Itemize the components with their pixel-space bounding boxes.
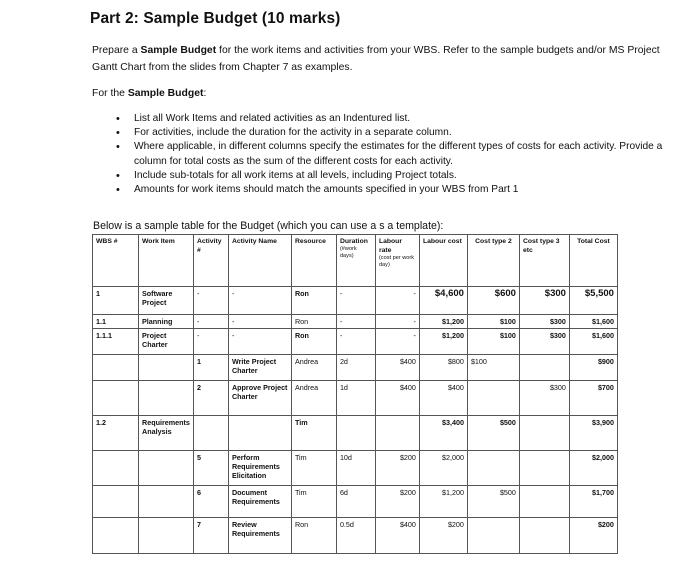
cell-activity-name: - <box>228 329 291 355</box>
cell-cost-type3: $300 <box>519 381 569 416</box>
table-row <box>93 355 618 381</box>
cell-work-item <box>139 451 194 486</box>
list-item <box>92 169 682 183</box>
cell-resource: Tim <box>291 486 336 518</box>
cell-duration: 1d <box>336 381 375 416</box>
cell-duration: 10d <box>336 451 375 486</box>
cell-activity-name: - <box>228 287 291 315</box>
cell-activity-num <box>193 416 228 451</box>
cell-total-cost: $1,600 <box>569 329 617 355</box>
intro-text-post: for the work items and activities from your WBS. Refer to the sample budgets and/or MS Project Gantt Chart from the slides from Chapter 7 as examples. <box>92 45 660 73</box>
cell-duration: 0.5d <box>336 518 375 554</box>
list-item <box>92 183 682 197</box>
cell-labour-rate: - <box>375 315 419 329</box>
cell-labour-cost: $400 <box>419 381 467 416</box>
cell-wbs: 1 <box>93 287 139 315</box>
cell-duration: 6d <box>336 486 375 518</box>
cell-activity-num: 7 <box>193 518 228 554</box>
cell-labour-rate: - <box>375 287 419 315</box>
cell-activity-name: Approve Project Charter <box>228 381 291 416</box>
cell-work-item <box>139 518 194 554</box>
cell-activity-num: 1 <box>193 355 228 381</box>
table-row <box>93 287 618 315</box>
cell-total-cost: $700 <box>569 381 617 416</box>
header-labour-rate-label: Labour rate <box>378 238 402 254</box>
cell-labour-rate: - <box>375 329 419 355</box>
cell-cost-type3 <box>519 416 569 451</box>
cell-wbs: 1.1.1 <box>93 329 139 355</box>
cell-labour-cost: $4,600 <box>419 287 467 315</box>
list-item-text: Where applicable, in different columns specify the estimates for the different types of costs for each activity. Provide a column for total costs as the sum of the different costs for each activity. <box>134 141 663 167</box>
cell-labour-cost: $1,200 <box>419 315 467 329</box>
table-header-row <box>93 235 618 287</box>
cell-labour-rate: $400 <box>375 381 419 416</box>
header-total-cost: Total Cost <box>569 235 617 287</box>
table-row <box>93 315 618 329</box>
cell-resource: Ron <box>291 287 336 315</box>
page-title: Part 2: Sample Budget (10 marks) <box>90 10 341 27</box>
list-item-text: Include sub-totals for all work items at all levels, including Project totals. <box>134 169 457 181</box>
for-label-bold: Sample Budget <box>127 88 204 99</box>
cell-cost-type3: $300 <box>519 315 569 329</box>
cell-resource: Andrea <box>291 355 336 381</box>
cell-work-item <box>139 355 194 381</box>
table-row <box>93 329 618 355</box>
cell-duration: - <box>336 315 375 329</box>
cell-labour-cost: $800 <box>419 355 467 381</box>
cell-labour-cost: $1,200 <box>419 486 467 518</box>
header-work-item: Work Item <box>139 235 194 287</box>
cell-wbs: 1.1 <box>93 315 139 329</box>
bullet-icon: • <box>116 113 120 125</box>
header-cost-type2: Cost type 2 <box>467 235 519 287</box>
cell-wbs <box>93 355 139 381</box>
cell-cost-type3: $300 <box>519 287 569 315</box>
table-row <box>93 416 618 451</box>
cell-activity-num: 5 <box>193 451 228 486</box>
header-labour-cost: Labour cost <box>419 235 467 287</box>
cell-labour-rate: $400 <box>375 518 419 554</box>
table-row <box>93 486 618 518</box>
cell-resource: Andrea <box>291 381 336 416</box>
header-duration-sub: (#work days) <box>339 246 357 259</box>
table-caption: Below is a sample table for the Budget (which you can use a s a template): <box>93 220 444 232</box>
header-cost-type3: Cost type 3 etc <box>519 235 569 287</box>
list-item-text: For activities, include the duration for the activity in a separate column. <box>134 127 452 139</box>
intro-paragraph <box>92 42 682 76</box>
cell-cost-type2: $500 <box>467 416 519 451</box>
bullet-icon: • <box>116 127 120 140</box>
header-labour-rate-sub: (cost per work day) <box>378 255 415 268</box>
bullet-icon: • <box>116 141 120 154</box>
cell-wbs <box>93 381 139 416</box>
cell-total-cost: $3,900 <box>569 416 617 451</box>
cell-resource: Tim <box>291 416 336 451</box>
cell-wbs: 1.2 <box>93 416 139 451</box>
table-row <box>93 451 618 486</box>
cell-labour-cost: $3,400 <box>419 416 467 451</box>
cell-activity-name: Write Project Charter <box>228 355 291 381</box>
cell-labour-cost: $200 <box>419 518 467 554</box>
cell-labour-rate: $200 <box>375 486 419 518</box>
cell-duration: 2d <box>336 355 375 381</box>
cell-activity-num: - <box>193 315 228 329</box>
cell-work-item <box>139 381 194 416</box>
list-item-text: List all Work Items and related activities as an Indentured list. <box>134 113 411 124</box>
list-item <box>92 140 682 168</box>
cell-cost-type2: $600 <box>467 287 519 315</box>
cell-cost-type2: $500 <box>467 486 519 518</box>
cell-resource: Tim <box>291 451 336 486</box>
cell-wbs <box>93 451 139 486</box>
cell-work-item: Requirements Analysis <box>139 416 194 451</box>
cell-activity-num: - <box>193 287 228 315</box>
cell-work-item <box>139 486 194 518</box>
cell-total-cost: $2,000 <box>569 451 617 486</box>
cell-labour-rate: $200 <box>375 451 419 486</box>
cell-cost-type3 <box>519 486 569 518</box>
table-row <box>93 381 618 416</box>
header-resource: Resource <box>291 235 336 287</box>
for-label <box>92 88 206 99</box>
for-label-pre: For the <box>92 88 128 99</box>
cell-total-cost: $200 <box>569 518 617 554</box>
cell-labour-cost: $1,200 <box>419 329 467 355</box>
table-row <box>93 518 618 554</box>
bullet-icon: • <box>116 169 120 182</box>
header-activity-num: Activity # <box>193 235 228 287</box>
cell-activity-name: Review Requirements <box>228 518 291 554</box>
cell-cost-type2: $100 <box>467 355 519 381</box>
cell-cost-type2 <box>467 381 519 416</box>
cell-activity-name: Document Requirements <box>228 486 291 518</box>
header-duration <box>336 235 375 287</box>
requirements-list <box>92 112 682 197</box>
header-labour-rate <box>375 235 419 287</box>
cell-cost-type2 <box>467 451 519 486</box>
cell-labour-cost: $2,000 <box>419 451 467 486</box>
cell-cost-type3 <box>519 518 569 554</box>
cell-resource: Ron <box>291 329 336 355</box>
cell-activity-name: Perform Requirements Elicitation <box>228 451 291 486</box>
cell-activity-name <box>228 416 291 451</box>
cell-duration: - <box>336 287 375 315</box>
cell-activity-num: 2 <box>193 381 228 416</box>
list-item <box>92 112 682 126</box>
cell-work-item: Software Project <box>139 287 194 315</box>
cell-cost-type3 <box>519 355 569 381</box>
cell-wbs <box>93 518 139 554</box>
for-label-post: : <box>203 88 207 99</box>
cell-total-cost: $900 <box>569 355 617 381</box>
bullet-icon: • <box>116 184 120 197</box>
cell-cost-type3: $300 <box>519 329 569 355</box>
cell-labour-rate: $400 <box>375 355 419 381</box>
cell-duration: - <box>336 329 375 355</box>
cell-activity-num: - <box>193 329 228 355</box>
header-duration-label: Duration <box>339 238 368 245</box>
header-wbs: WBS # <box>93 235 139 287</box>
cell-cost-type3 <box>519 451 569 486</box>
list-item <box>92 126 682 140</box>
intro-text-pre: Prepare a <box>92 45 141 56</box>
cell-duration <box>336 416 375 451</box>
cell-activity-name: - <box>228 315 291 329</box>
cell-total-cost: $1,600 <box>569 315 617 329</box>
cell-wbs <box>93 486 139 518</box>
cell-resource: Ron <box>291 315 336 329</box>
cell-work-item: Project Charter <box>139 329 194 355</box>
intro-text-bold: Sample Budget <box>140 45 217 56</box>
cell-cost-type2: $100 <box>467 315 519 329</box>
budget-table <box>92 234 618 554</box>
cell-labour-rate <box>375 416 419 451</box>
cell-cost-type2 <box>467 518 519 554</box>
cell-activity-num: 6 <box>193 486 228 518</box>
cell-cost-type2: $100 <box>467 329 519 355</box>
list-item-text: Amounts for work items should match the amounts specified in your WBS from Part 1 <box>134 184 519 196</box>
cell-work-item: Planning <box>139 315 194 329</box>
cell-total-cost: $5,500 <box>569 287 617 315</box>
cell-total-cost: $1,700 <box>569 486 617 518</box>
cell-resource: Ron <box>291 518 336 554</box>
header-activity-name: Activity Name <box>228 235 291 287</box>
